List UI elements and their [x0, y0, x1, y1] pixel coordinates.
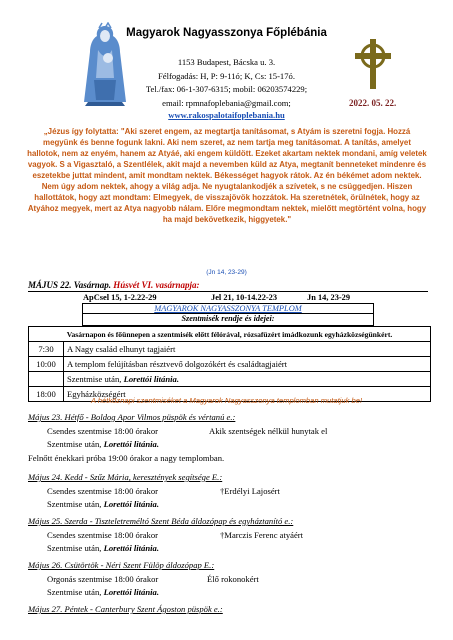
reading-gospel: Jn 14, 23-29	[307, 293, 351, 302]
day-heading	[28, 604, 223, 614]
table-row	[29, 342, 431, 357]
mass-schedule-box	[82, 303, 374, 326]
after-mass-text: Szentmise után,	[47, 543, 104, 553]
day-title: Május 25. Szerda - Tiszteletreméltó Szent Béda áldozópap és egyháztanító e.:	[28, 516, 294, 526]
after-mass-text: Szentmise után,	[47, 499, 104, 509]
table-row	[29, 357, 431, 372]
celtic-cross-icon	[352, 38, 394, 90]
mass-intention: †Erdélyi Lajosért	[220, 486, 280, 496]
office-hours: Félfogadás: H, P: 9-11ó; K, Cs: 15-17ó.	[158, 71, 295, 81]
church-name: MAGYAROK NAGYASSZONYA TEMPLOM	[154, 304, 302, 313]
mass-time: 7:30	[29, 342, 64, 357]
day-heading	[28, 412, 235, 422]
mass-intention: A templom felújításban résztvevő dolgozókért és családtagjaiért	[64, 357, 431, 372]
day-heading	[28, 516, 293, 526]
after-mass-text: Szentmise után,	[47, 439, 104, 449]
reading-acts: ApCsel 15, 1-2.22-29	[83, 293, 157, 302]
litany-text: Lorettói litánia.	[103, 543, 159, 553]
mass-time	[29, 372, 64, 387]
rosary-note: Vasárnapon és főünnepen a szentmisék előtt félórával, rózsafüzért imádkozunk egyházközségünkért.	[29, 327, 431, 342]
reading-revelation: Jel 21, 10-14.22-23	[211, 293, 278, 302]
mass-line: Csendes szentmise 18:00 órakor	[47, 426, 158, 436]
after-mass-text: Szentmise után,	[67, 374, 124, 384]
email-line: email: rpmnafoplebania@gmail.com;	[162, 98, 291, 108]
sunday-heading	[28, 280, 200, 290]
bulletin-date: 2022. 05. 22.	[349, 98, 397, 108]
phone-line: Tel./fax: 06-1-307-6315; mobil: 06203574229;	[145, 84, 308, 94]
after-mass-line	[47, 439, 159, 449]
day-heading	[28, 560, 214, 570]
litany-text: Lorettói litánia.	[103, 499, 159, 509]
day-title: Május 24. Kedd - Szűz Mária, keresztények segítsége E.:	[28, 472, 223, 482]
mass-intention: Akik szentségek nélkül hunytak el	[209, 426, 328, 436]
mass-intention: Egyházközségért	[64, 387, 431, 402]
parish-title: Magyarok Nagyasszonya Főplébánia	[126, 27, 327, 39]
website-link[interactable]: www.rakospalotaifoplebania.hu	[168, 110, 285, 120]
day-title: Május 26. Csütörtök - Néri Szent Fülöp áldozópap E.:	[28, 560, 215, 570]
litany-text: Lorettói litánia.	[103, 439, 159, 449]
after-mass-text: Szentmise után,	[47, 587, 104, 597]
table-row	[29, 372, 431, 387]
mass-line: Orgonás szentmise 18:00 órakor	[47, 574, 159, 584]
mass-table	[28, 326, 431, 402]
after-mass-line	[47, 499, 159, 509]
mass-intention: Élő rokonokért	[207, 574, 259, 584]
schedule-subtitle: Szentmisék rendje és idejei:	[83, 313, 373, 323]
mass-line: Csendes szentmise 18:00 órakor	[47, 530, 158, 540]
day-title: Május 23. Hétfő - Boldog Apor Vilmos püspök és vértanú e.:	[28, 412, 236, 422]
mass-time: 10:00	[29, 357, 64, 372]
gospel-reference: (Jn 14, 23-29)	[206, 269, 247, 276]
day-title: Május 27. Péntek - Canterbury Szent Ágoston püspök e.:	[28, 604, 223, 614]
after-mass-line	[47, 543, 159, 553]
parish-address: 1153 Budapest, Bácska u. 3.	[177, 57, 276, 67]
gospel-quote: „Jézus így folytatta: "Aki szeret engem, az megtartja tanításomat, s Atyám is szeretni fogja. Hozzá megyünk és benne fogunk lakni. Aki nem szeret, az nem tartja meg tanításomat. A tanítás, amelyet hallotok, nem az enyém, hanem az Atyáé, aki engem küldött. Ezeket akartam nektek mondani, amíg veletek vagyok. S a Vigasztaló, a Szentlélek, akit majd a nevemben küld az Atya, megtanít benneteket mindenre és eszetekbe juttat mindent, amit mondtam nektek. Békességet hagyok rátok. Az én békémet adom nektek. Nem úgy adom nektek, ahogy a világ adja. Ne nyugtalankodjék a szívetek, s ne csüggedjen. Hiszen hallottátok, hogy azt mondtam: Elmegyek, de visszajövök hozzátok. Ha szeretnétek, örülnétek, hogy az Atyához megyek, mert az Atya nagyobb nálam. Előre megmondtam nektek, mielőtt megtörtént volna, hogy ha majd bekövetkezik, higgyetek."	[27, 127, 427, 224]
mass-intention: A Nagy család elhunyt tagjaiért	[64, 342, 431, 357]
day-heading	[28, 472, 222, 482]
sunday-date: MÁJUS 22. Vasárnap.	[28, 280, 112, 290]
weekday-invite: A hétköznapi szentmiséket a Magyarok Nagyasszonya templomban mutatjuk be!	[90, 396, 363, 405]
after-mass-line	[47, 587, 159, 597]
mass-line: Csendes szentmise 18:00 órakor	[47, 486, 158, 496]
mass-intention: †Marczis Ferenc atyáért	[220, 530, 304, 540]
choir-note: Felnőtt énekkari próba 19:00 órakor a nagy templomban.	[28, 453, 225, 463]
litany-text: Lorettói litánia.	[123, 374, 179, 384]
mass-intention	[64, 372, 431, 387]
divider	[28, 291, 428, 292]
mass-time: 18:00	[29, 387, 64, 402]
litany-text: Lorettói litánia.	[103, 587, 159, 597]
sunday-name: Húsvét VI. vasárnapja:	[113, 280, 200, 290]
